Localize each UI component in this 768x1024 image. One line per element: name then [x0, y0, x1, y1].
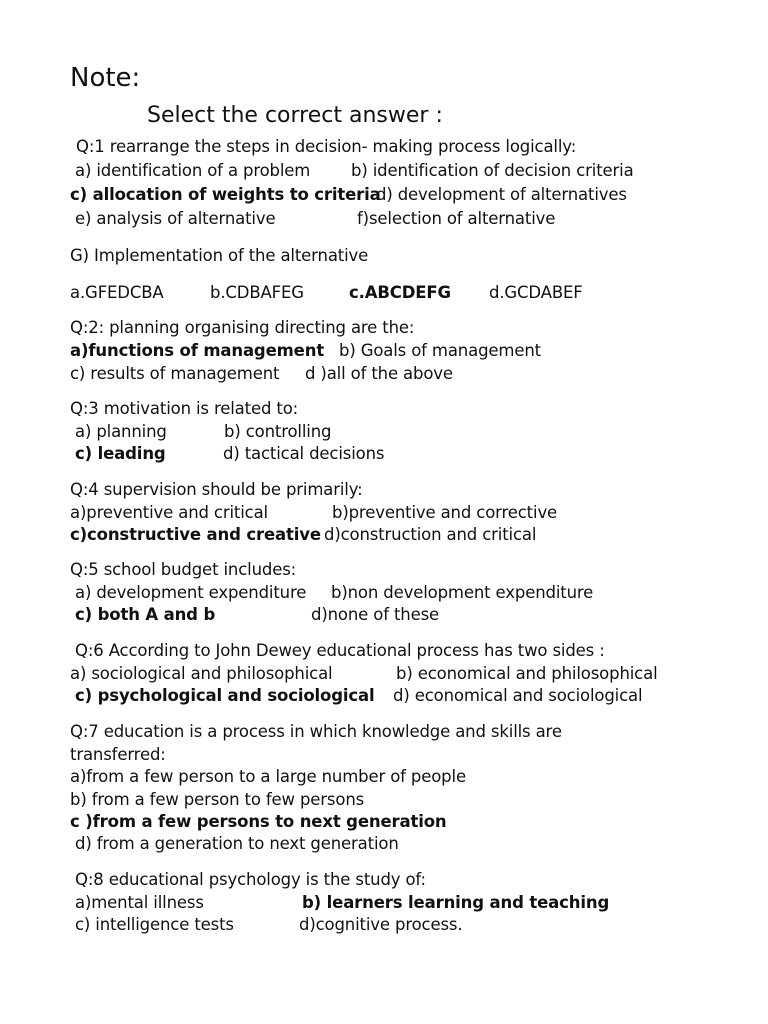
- question-8-option-b: b) learners learning and teaching: [302, 893, 610, 912]
- question-8-stem: Q:8 educational psychology is the study of:: [75, 870, 426, 889]
- question-1-option-d: d) development of alternatives: [376, 185, 627, 204]
- question-2-option-b: b) Goals of management: [339, 341, 541, 360]
- question-1-option-f: f)selection of alternative: [357, 209, 556, 228]
- instruction-text: Select the correct answer :: [147, 103, 443, 128]
- question-8-option-d: d)cognitive process.: [299, 915, 463, 934]
- question-7-stem-line-1: Q:7 education is a process in which knowledge and skills are: [70, 722, 562, 741]
- question-1-option-g: G) Implementation of the alternative: [70, 246, 369, 265]
- question-2-stem: Q:2: planning organising directing are the:: [70, 318, 415, 337]
- question-7-stem-line-2: transferred:: [70, 745, 166, 764]
- question-3-stem: Q:3 motivation is related to:: [70, 399, 299, 418]
- question-3-option-a: a) planning: [75, 422, 167, 441]
- question-5-option-d: d)none of these: [311, 605, 440, 624]
- question-5-option-a: a) development expenditure: [75, 583, 307, 602]
- question-3-option-d: d) tactical decisions: [223, 444, 385, 463]
- question-1-option-c: c) allocation of weights to criteria: [70, 185, 381, 204]
- question-7-option-c: c )from a few persons to next generation: [70, 812, 447, 831]
- question-3-option-b: b) controlling: [224, 422, 332, 441]
- question-6-option-b: b) economical and philosophical: [396, 664, 658, 683]
- question-8-option-c: c) intelligence tests: [75, 915, 234, 934]
- question-4-stem: Q:4 supervision should be primarily:: [70, 480, 363, 499]
- question-7-option-b: b) from a few person to few persons: [70, 790, 365, 809]
- question-7-option-d: d) from a generation to next generation: [75, 834, 399, 853]
- question-1-option-e: e) analysis of alternative: [75, 209, 276, 228]
- question-1-option-b: b) identification of decision criteria: [351, 161, 634, 180]
- question-5-stem: Q:5 school budget includes:: [70, 560, 297, 579]
- question-5-option-c: c) both A and b: [75, 605, 216, 624]
- page-heading: Note:: [70, 63, 141, 93]
- question-4-option-d: d)construction and critical: [324, 525, 537, 544]
- question-1-choice-a: a.GFEDCBA: [70, 283, 164, 302]
- question-1-choice-d: d.GCDABEF: [489, 283, 583, 302]
- question-3-option-c: c) leading: [75, 444, 166, 463]
- question-6-stem: Q:6 According to John Dewey educational process has two sides :: [75, 641, 605, 660]
- question-6-option-c: c) psychological and sociological: [75, 686, 375, 705]
- question-1-choice-b: b.CDBAFEG: [210, 283, 304, 302]
- question-1-choice-c: c.ABCDEFG: [349, 283, 451, 302]
- question-4-option-a: a)preventive and critical: [70, 503, 268, 522]
- question-7-option-a: a)from a few person to a large number of people: [70, 767, 466, 786]
- question-2-option-c: c) results of management: [70, 364, 280, 383]
- question-2-option-a: a)functions of management: [70, 341, 325, 360]
- question-4-option-b: b)preventive and corrective: [332, 503, 558, 522]
- question-4-option-c: c)constructive and creative: [70, 525, 321, 544]
- question-8-option-a: a)mental illness: [75, 893, 204, 912]
- question-1-stem: Q:1 rearrange the steps in decision- making process logically:: [76, 137, 577, 156]
- question-1-option-a: a) identification of a problem: [75, 161, 311, 180]
- question-2-option-d: d )all of the above: [305, 364, 453, 383]
- question-6-option-d: d) economical and sociological: [393, 686, 643, 705]
- question-5-option-b: b)non development expenditure: [331, 583, 594, 602]
- question-6-option-a: a) sociological and philosophical: [70, 664, 333, 683]
